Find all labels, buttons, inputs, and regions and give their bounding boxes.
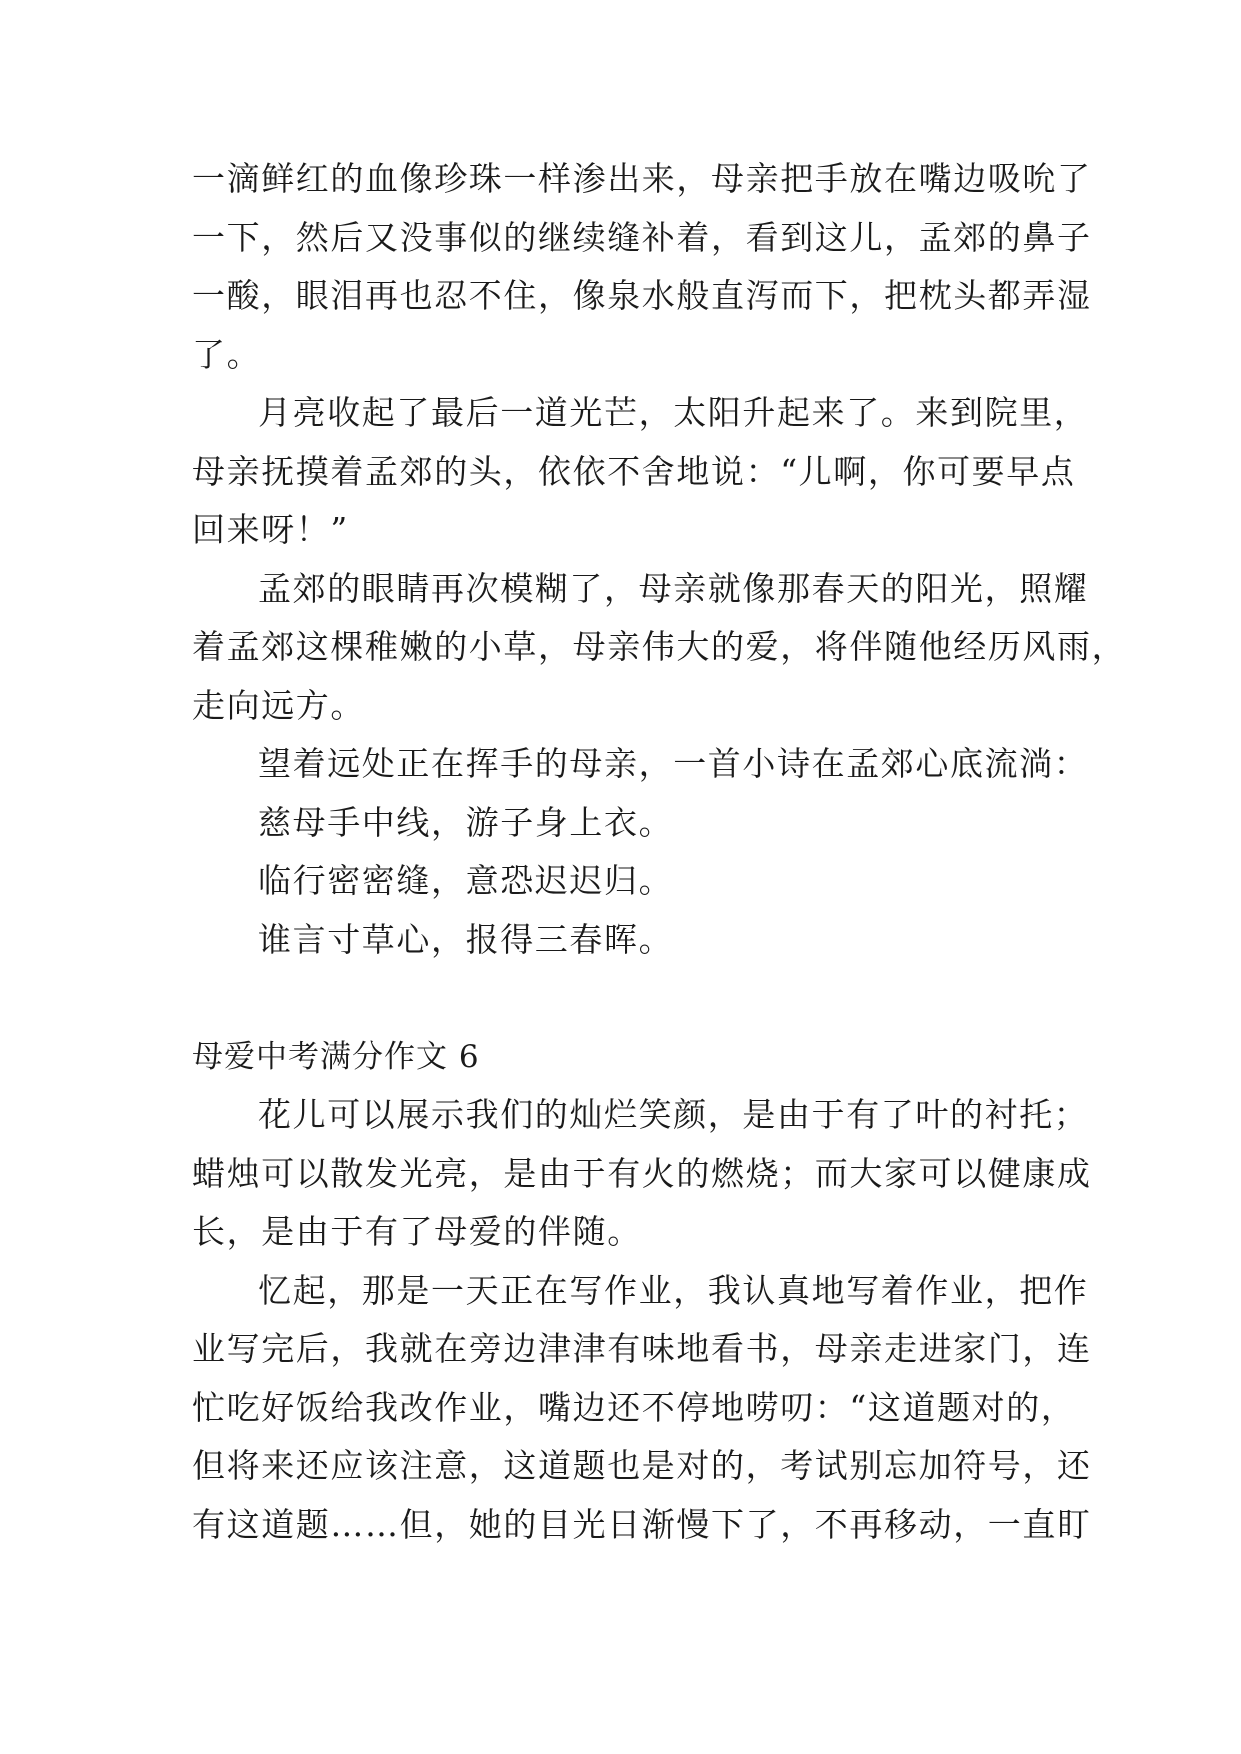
- spacer: [192, 969, 1072, 1028]
- text-line: 走向远方。: [192, 685, 365, 725]
- poem-line: 慈母手中线，游子身上衣。: [258, 802, 674, 842]
- text-line: 月亮收起了最后一道光芒，太阳升起来了。来到院里，: [258, 393, 1089, 432]
- text-line: 了。: [192, 334, 262, 374]
- text-line: 但将来还应该注意，这道题也是对的，考试别忘加符号，还: [192, 1446, 1092, 1485]
- text-line: 长，是由于有了母爱的伴随。: [192, 1212, 642, 1251]
- poem: [192, 794, 1072, 970]
- text-line: 忆起，那是一天正在写作业，我认真地写着作业，把作: [258, 1270, 1089, 1310]
- text-line: 母亲抚摸着孟郊的头，依依不舍地说：“儿啊，你可要早点: [192, 451, 1076, 491]
- text-line: 有这道题……但，她的目光日渐慢下了，不再移动，一直盯: [192, 1504, 1092, 1544]
- text-line: 忙吃好饭给我改作业，嘴边还不停地唠叨：“这道题对的，: [192, 1387, 1076, 1427]
- text-line: 回来呀！”: [192, 510, 349, 549]
- text-line: 一滴鲜红的血像珍珠一样渗出来，母亲把手放在嘴边吸吮了: [192, 159, 1092, 198]
- paragraph-1: [192, 150, 1092, 384]
- poem-line: 临行密密缝，意恐迟迟归。: [258, 861, 674, 900]
- paragraph-2: [192, 384, 1089, 560]
- text-line: 望着远处正在挥手的母亲，一首小诗在孟郊心底流淌：: [258, 744, 1089, 783]
- text-line: 一下，然后又没事似的继续缝补着，看到这儿，孟郊的鼻子: [192, 217, 1092, 257]
- paragraph-4: [192, 735, 1089, 794]
- paragraph-3: [192, 560, 1127, 736]
- text-line: 蜡烛可以散发光亮，是由于有火的燃烧；而大家可以健康成: [192, 1153, 1092, 1193]
- text-line: 孟郊的眼睛再次模糊了，母亲就像那春天的阳光，照耀: [258, 568, 1089, 608]
- text-line: 花儿可以展示我们的灿烂笑颜，是由于有了叶的衬托；: [258, 1095, 1089, 1134]
- poem-line: 谁言寸草心，报得三春晖。: [258, 919, 674, 959]
- section-heading: 母爱中考满分作文 6: [192, 1038, 480, 1075]
- paragraph-6: [192, 1262, 1092, 1555]
- text-line: 着孟郊这棵稚嫩的小草，母亲伟大的爱，将伴随他经历风雨，: [192, 627, 1127, 666]
- paragraph-5: [192, 1086, 1092, 1262]
- body-text: [192, 150, 1127, 1554]
- text-line: 一酸，眼泪再也忍不住，像泉水般直泻而下，把枕头都弄湿: [192, 276, 1092, 315]
- text-line: 业写完后，我就在旁边津津有味地看书，母亲走进家门，连: [192, 1329, 1092, 1368]
